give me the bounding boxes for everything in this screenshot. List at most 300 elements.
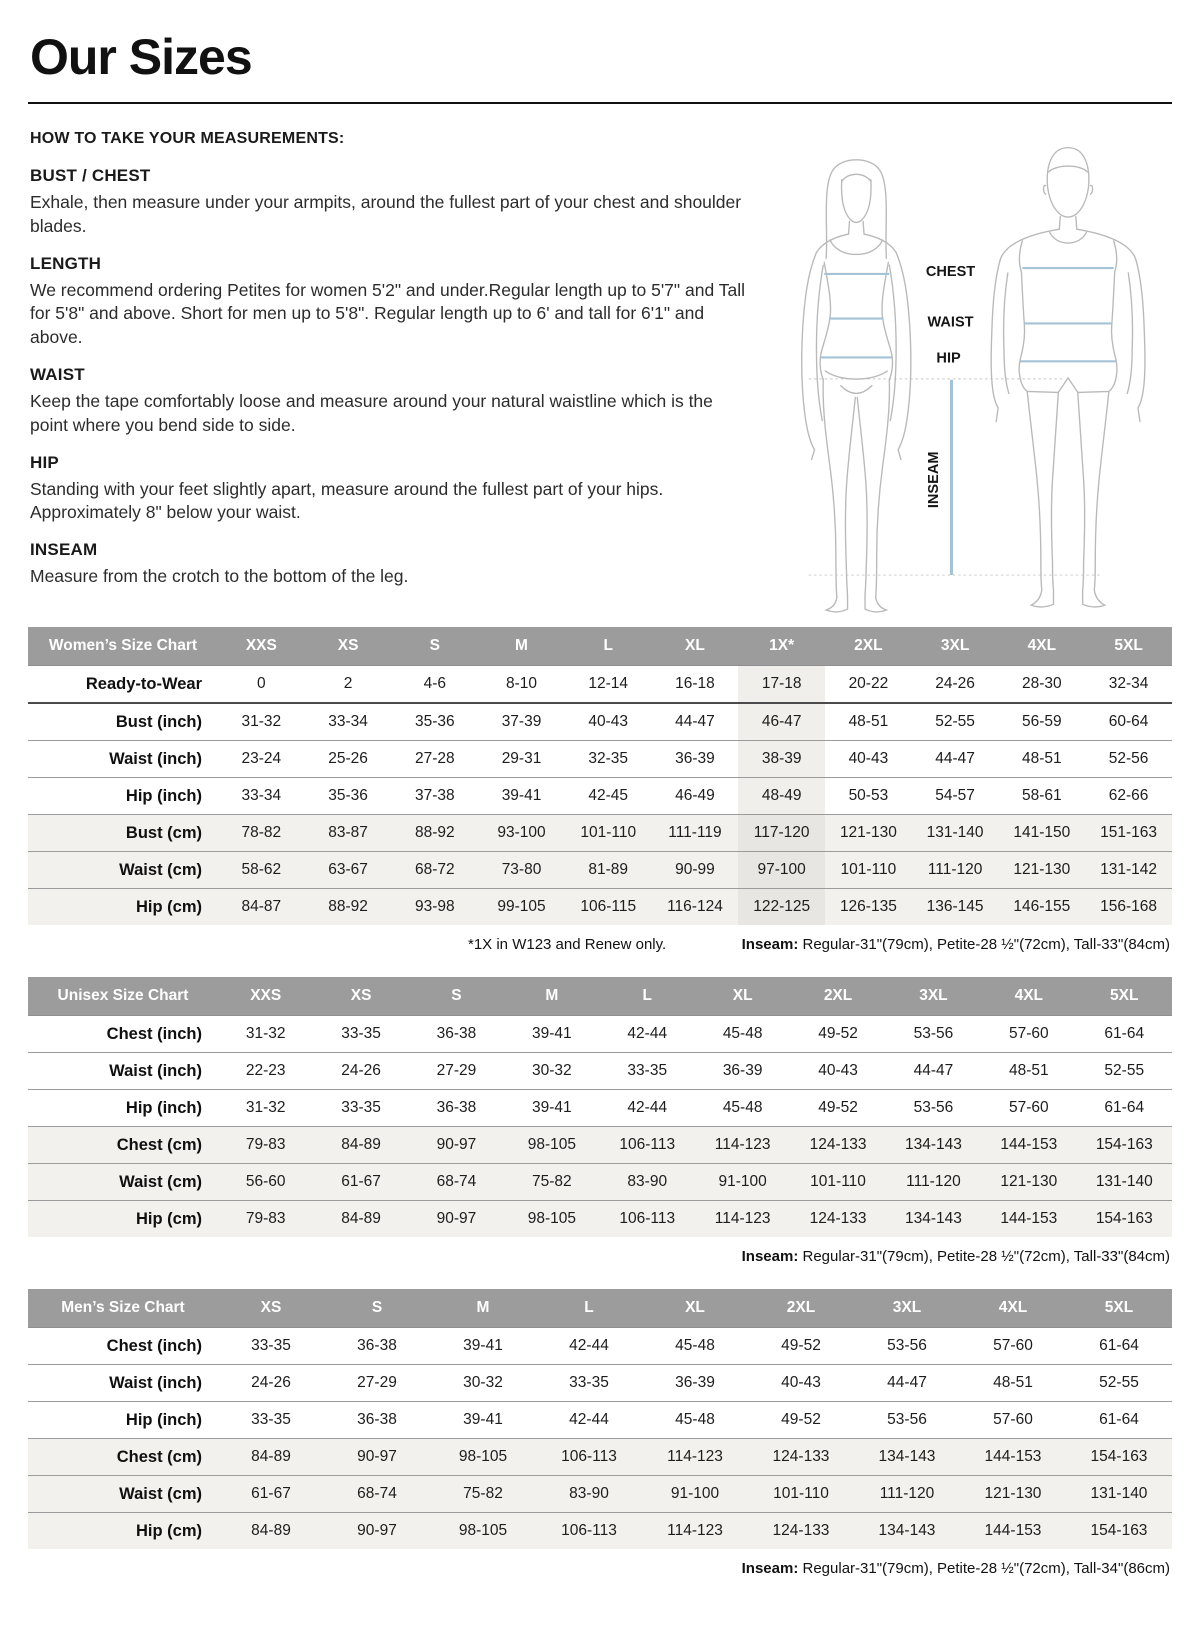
table-title: Women’s Size Chart [28, 627, 218, 666]
size-value-cell: 93-100 [478, 815, 565, 852]
size-value-cell: 45-48 [642, 1402, 748, 1439]
size-value-cell: 61-67 [313, 1164, 408, 1201]
size-value-cell: 121-130 [960, 1476, 1066, 1513]
size-column-header: 1X* [738, 627, 825, 666]
size-value-cell: 49-52 [790, 1090, 885, 1127]
size-value-cell: 36-38 [324, 1402, 430, 1439]
size-column-header: 4XL [960, 1289, 1066, 1328]
measurement-sections [28, 166, 754, 589]
size-column-header: XXS [218, 627, 305, 666]
footnote-asterisk: *1X in W123 and Renew only. [468, 936, 667, 953]
size-value-cell: 114-123 [695, 1127, 790, 1164]
size-column-header: XS [305, 627, 392, 666]
size-value-cell: 27-28 [391, 741, 478, 778]
size-value-cell: 156-168 [1085, 889, 1172, 926]
table-row [28, 852, 1172, 889]
table-row [28, 1476, 1172, 1513]
measurement-section [30, 453, 754, 526]
hip-label: HIP [936, 350, 961, 367]
size-value-cell: 121-130 [825, 815, 912, 852]
size-value-cell: 136-145 [912, 889, 999, 926]
size-column-header: S [391, 627, 478, 666]
size-value-cell: 27-29 [409, 1053, 504, 1090]
size-value-cell: 68-74 [409, 1164, 504, 1201]
size-value-cell: 75-82 [430, 1476, 536, 1513]
size-value-cell: 98-105 [504, 1201, 599, 1238]
size-value-cell: 33-35 [251, 1337, 291, 1354]
size-value-cell: 17-18 [738, 666, 825, 704]
size-value-cell: 42-44 [536, 1402, 642, 1439]
size-value-cell: 124-133 [748, 1439, 854, 1476]
table-row [28, 1164, 1172, 1201]
size-value-cell: 134-143 [886, 1127, 981, 1164]
size-value-cell: 84-89 [313, 1201, 408, 1238]
table-row [28, 703, 1172, 741]
size-value-cell: 27-29 [324, 1365, 430, 1402]
size-value-cell: 83-87 [305, 815, 392, 852]
size-value-cell: 111-119 [652, 815, 739, 852]
size-value-cell: 33-34 [305, 703, 392, 741]
footnote-inseam: Inseam: Regular-31"(79cm), Petite-28 ½"(72cm), Tall-34"(86cm) [741, 1560, 1170, 1577]
table-row [28, 1201, 1172, 1238]
row-label: Chest (cm) [28, 1439, 218, 1476]
size-value-cell: 144-153 [960, 1513, 1066, 1550]
size-value-cell: 114-123 [642, 1513, 748, 1550]
size-value-cell: 111-120 [854, 1476, 960, 1513]
size-value-cell: 62-66 [1085, 778, 1172, 815]
size-column-header: L [536, 1289, 642, 1328]
size-value-cell: 101-110 [790, 1164, 885, 1201]
size-value-cell: 117-120 [738, 815, 825, 852]
size-column-header: S [409, 977, 504, 1016]
size-value-cell: 57-60 [960, 1402, 1066, 1439]
size-chart-block [28, 1289, 1172, 1577]
size-value-cell: 58-61 [998, 778, 1085, 815]
row-label: Hip (cm) [28, 889, 218, 926]
size-value-cell: 131-140 [912, 815, 999, 852]
size-value-cell: 57-60 [993, 1337, 1033, 1354]
size-value-cell: 33-35 [600, 1053, 695, 1090]
size-value-cell: 58-62 [218, 852, 305, 889]
size-column-header: L [565, 627, 652, 666]
table-footnotes [28, 1237, 1172, 1265]
size-column-header: 2XL [748, 1289, 854, 1328]
size-value-cell: 56-59 [998, 703, 1085, 741]
row-label: Waist (inch) [28, 1053, 218, 1090]
size-column-header: 3XL [912, 627, 999, 666]
size-chart-table [28, 1289, 1172, 1549]
size-value-cell: 48-51 [981, 1053, 1076, 1090]
size-value-cell: 154-163 [1066, 1439, 1172, 1476]
size-value-cell: 131-142 [1085, 852, 1172, 889]
table-row [28, 1090, 1172, 1127]
size-value-cell: 57-60 [981, 1090, 1076, 1127]
size-value-cell: 24-26 [218, 1365, 324, 1402]
row-label: Hip (inch) [28, 1402, 218, 1439]
size-value-cell: 4-6 [423, 675, 446, 692]
size-value-cell: 88-92 [391, 815, 478, 852]
size-value-cell: 31-32 [218, 1090, 313, 1127]
size-value-cell: 144-153 [960, 1439, 1066, 1476]
size-value-cell: 50-53 [825, 778, 912, 815]
size-value-cell: 44-47 [652, 703, 739, 741]
table-row [28, 741, 1172, 778]
size-value-cell: 98-105 [430, 1439, 536, 1476]
size-value-cell: 111-120 [886, 1164, 981, 1201]
size-column-header: 4XL [998, 627, 1085, 666]
size-value-cell: 84-89 [218, 1513, 324, 1550]
size-value-cell: 111-120 [912, 852, 999, 889]
table-row [28, 815, 1172, 852]
table-row [28, 889, 1172, 926]
size-value-cell: 79-83 [218, 1201, 313, 1238]
size-value-cell: 90-97 [409, 1127, 504, 1164]
size-value-cell: 83-90 [600, 1164, 695, 1201]
size-value-cell: 114-123 [642, 1439, 748, 1476]
size-value-cell: 154-163 [1066, 1513, 1172, 1550]
size-value-cell: 90-97 [324, 1439, 430, 1476]
size-value-cell: 39-41 [532, 1025, 572, 1042]
size-value-cell: 61-64 [1077, 1090, 1172, 1127]
section-body: Exhale, then measure under your armpits, around the fullest part of your chest and shoulder blades. [30, 192, 742, 236]
size-value-cell: 31-32 [245, 1025, 286, 1042]
size-value-cell: 93-98 [391, 889, 478, 926]
row-label: Hip (inch) [28, 778, 218, 815]
row-label: Waist (inch) [28, 741, 218, 778]
size-value-cell: 46-49 [652, 778, 739, 815]
size-value-cell: 126-135 [825, 889, 912, 926]
size-value-cell: 79-83 [218, 1127, 313, 1164]
table-header-row [28, 977, 1172, 1016]
size-value-cell: 36-38 [357, 1337, 397, 1354]
size-value-cell: 49-52 [781, 1337, 821, 1354]
table-row [28, 666, 1172, 704]
measurement-instructions [28, 128, 764, 604]
size-value-cell: 99-105 [478, 889, 565, 926]
size-value-cell: 23-24 [218, 741, 305, 778]
size-value-cell: 91-100 [695, 1164, 790, 1201]
size-value-cell: 45-48 [675, 1337, 715, 1354]
footnote-inseam: Inseam: Regular-31"(79cm), Petite-28 ½"(72cm), Tall-33"(84cm) [741, 936, 1170, 953]
size-value-cell: 32-34 [1108, 675, 1149, 692]
size-column-header: 5XL [1066, 1289, 1172, 1328]
size-value-cell: 49-52 [818, 1025, 858, 1042]
measurement-diagram [764, 128, 1172, 621]
size-value-cell: 98-105 [430, 1513, 536, 1550]
section-heading: HIP [30, 452, 59, 472]
size-value-cell: 134-143 [854, 1513, 960, 1550]
size-value-cell: 48-51 [960, 1365, 1066, 1402]
size-value-cell: 106-113 [536, 1439, 642, 1476]
measurement-section [30, 254, 754, 350]
size-chart-block [28, 977, 1172, 1265]
size-value-cell: 39-41 [463, 1337, 503, 1354]
size-chart-block [28, 627, 1172, 953]
size-value-cell: 106-113 [600, 1127, 695, 1164]
table-row [28, 1127, 1172, 1164]
size-value-cell: 22-23 [218, 1053, 313, 1090]
size-value-cell: 57-60 [1008, 1025, 1049, 1042]
measurement-section [30, 365, 754, 438]
size-value-cell: 44-47 [854, 1365, 960, 1402]
measurements-and-diagram [28, 128, 1172, 621]
size-value-cell: 33-35 [313, 1090, 408, 1127]
size-value-cell: 49-52 [748, 1402, 854, 1439]
size-value-cell: 68-74 [324, 1476, 430, 1513]
size-value-cell: 75-82 [504, 1164, 599, 1201]
size-value-cell: 46-47 [738, 703, 825, 741]
table-row [28, 1328, 1172, 1365]
measurement-section [30, 166, 754, 239]
row-label: Hip (cm) [28, 1513, 218, 1550]
size-value-cell: 48-51 [825, 703, 912, 741]
table-footnotes [28, 925, 1172, 953]
size-value-cell: 40-43 [825, 741, 912, 778]
size-value-cell: 116-124 [652, 889, 739, 926]
size-value-cell: 31-32 [218, 703, 305, 741]
size-column-header: XL [652, 627, 739, 666]
size-value-cell: 154-163 [1077, 1127, 1172, 1164]
size-value-cell: 37-39 [478, 703, 565, 741]
size-value-cell: 29-31 [478, 741, 565, 778]
size-value-cell: 0 [257, 675, 266, 692]
size-value-cell: 42-45 [565, 778, 652, 815]
size-column-header: XS [313, 977, 408, 1016]
size-value-cell: 42-44 [569, 1337, 609, 1354]
size-value-cell: 24-26 [935, 675, 975, 692]
size-value-cell: 84-87 [218, 889, 305, 926]
size-value-cell: 42-44 [627, 1025, 668, 1042]
inseam-label: INSEAM [925, 451, 942, 509]
page-title: Our Sizes [30, 29, 252, 85]
table-header-row [28, 1289, 1172, 1328]
waist-label: WAIST [927, 314, 974, 331]
size-value-cell: 114-123 [695, 1201, 790, 1238]
size-value-cell: 78-82 [218, 815, 305, 852]
size-value-cell: 52-55 [1066, 1365, 1172, 1402]
size-value-cell: 35-36 [391, 703, 478, 741]
size-value-cell: 48-49 [738, 778, 825, 815]
size-value-cell: 88-92 [305, 889, 392, 926]
table-row [28, 1365, 1172, 1402]
size-value-cell: 16-18 [675, 675, 715, 692]
row-label: Chest (cm) [28, 1127, 218, 1164]
size-value-cell: 33-35 [536, 1365, 642, 1402]
section-body: Standing with your feet slightly apart, measure around the fullest part of your hips. Approximately 8" below your waist. [30, 478, 664, 523]
size-value-cell: 91-100 [642, 1476, 748, 1513]
size-value-cell: 101-110 [565, 815, 652, 852]
size-value-cell: 61-64 [1066, 1402, 1172, 1439]
size-value-cell: 56-60 [218, 1164, 313, 1201]
table-row [28, 1053, 1172, 1090]
body-outlines [802, 148, 1145, 612]
size-column-header: 2XL [825, 627, 912, 666]
size-value-cell: 42-44 [600, 1090, 695, 1127]
row-label: Chest (inch) [106, 1336, 202, 1355]
size-value-cell: 36-38 [409, 1090, 504, 1127]
size-value-cell: 61-67 [218, 1476, 324, 1513]
size-value-cell: 53-56 [854, 1402, 960, 1439]
size-chart-table [28, 977, 1172, 1237]
size-value-cell: 44-47 [912, 741, 999, 778]
body-measurement-figure [764, 130, 1172, 616]
size-value-cell: 52-55 [912, 703, 999, 741]
size-value-cell: 33-35 [341, 1025, 381, 1042]
table-header-row [28, 627, 1172, 666]
size-value-cell: 36-39 [652, 741, 739, 778]
size-value-cell: 83-90 [536, 1476, 642, 1513]
size-value-cell: 35-36 [305, 778, 392, 815]
size-value-cell: 37-38 [391, 778, 478, 815]
section-body: We recommend ordering Petites for women 5'2" and under.Regular length up to 5'7" and Tall for 5'8" and above. Short for men up to 5'8". Regular length up to 6' and tall for 6'1" and above. [30, 279, 745, 348]
size-value-cell: 90-97 [324, 1513, 430, 1550]
size-value-cell: 144-153 [981, 1201, 1076, 1238]
table-row [28, 1016, 1172, 1053]
size-column-header: M [478, 627, 565, 666]
section-heading: LENGTH [30, 253, 102, 273]
size-column-header: 4XL [981, 977, 1076, 1016]
size-column-header: XS [218, 1289, 324, 1328]
size-value-cell: 81-89 [565, 852, 652, 889]
size-value-cell: 90-97 [409, 1201, 504, 1238]
size-value-cell: 40-43 [565, 703, 652, 741]
size-column-header: M [430, 1289, 536, 1328]
table-title: Men’s Size Chart [28, 1289, 218, 1328]
size-value-cell: 144-153 [981, 1127, 1076, 1164]
section-heading: INSEAM [30, 540, 98, 560]
size-value-cell: 134-143 [854, 1439, 960, 1476]
size-column-header: 5XL [1085, 627, 1172, 666]
title-divider [28, 102, 1172, 104]
size-value-cell: 131-140 [1077, 1164, 1172, 1201]
size-value-cell: 134-143 [886, 1201, 981, 1238]
size-value-cell: 141-150 [998, 815, 1085, 852]
size-value-cell: 33-34 [218, 778, 305, 815]
size-value-cell: 52-56 [1085, 741, 1172, 778]
chest-label: CHEST [925, 263, 976, 280]
size-value-cell: 106-113 [536, 1513, 642, 1550]
size-value-cell: 30-32 [430, 1365, 536, 1402]
row-label: Hip (cm) [28, 1201, 218, 1238]
size-value-cell: 48-51 [998, 741, 1085, 778]
section-heading: WAIST [30, 364, 85, 384]
size-column-header: L [600, 977, 695, 1016]
size-value-cell: 90-99 [652, 852, 739, 889]
size-value-cell: 28-30 [1022, 675, 1062, 692]
section-body: Keep the tape comfortably loose and measure around your natural waistline which is the point where you bend side to side. [30, 390, 713, 435]
row-label: Waist (cm) [28, 852, 218, 889]
size-value-cell: 20-22 [848, 675, 889, 692]
row-label: Waist (inch) [28, 1365, 218, 1402]
size-value-cell: 36-39 [642, 1365, 748, 1402]
table-row [28, 1439, 1172, 1476]
size-column-header: XL [695, 977, 790, 1016]
size-value-cell: 68-72 [391, 852, 478, 889]
measurement-section [30, 540, 754, 589]
size-value-cell: 124-133 [790, 1201, 885, 1238]
size-value-cell: 53-56 [887, 1337, 927, 1354]
size-value-cell: 52-55 [1077, 1053, 1172, 1090]
size-value-cell: 98-105 [504, 1127, 599, 1164]
size-value-cell: 121-130 [981, 1164, 1076, 1201]
size-value-cell: 39-41 [478, 778, 565, 815]
table-title: Unisex Size Chart [28, 977, 218, 1016]
size-value-cell: 124-133 [790, 1127, 885, 1164]
size-value-cell: 146-155 [998, 889, 1085, 926]
section-body: Measure from the crotch to the bottom of the leg. [30, 566, 409, 587]
size-value-cell: 53-56 [913, 1025, 954, 1042]
size-value-cell: 38-39 [738, 741, 825, 778]
size-column-header: S [324, 1289, 430, 1328]
size-value-cell: 24-26 [313, 1053, 408, 1090]
size-value-cell: 36-38 [436, 1025, 477, 1042]
size-column-header: 3XL [886, 977, 981, 1016]
size-value-cell: 154-163 [1077, 1201, 1172, 1238]
row-label: Bust (cm) [28, 815, 218, 852]
size-value-cell: 32-35 [565, 741, 652, 778]
table-row [28, 1513, 1172, 1550]
size-value-cell: 60-64 [1085, 703, 1172, 741]
size-value-cell: 61-64 [1099, 1337, 1139, 1354]
measurements-heading: HOW TO TAKE YOUR MEASUREMENTS: [30, 130, 345, 147]
size-value-cell: 97-100 [738, 852, 825, 889]
size-value-cell: 30-32 [504, 1053, 599, 1090]
row-label: Hip (inch) [28, 1090, 218, 1127]
size-value-cell: 12-14 [588, 675, 629, 692]
size-value-cell: 151-163 [1085, 815, 1172, 852]
size-value-cell: 106-113 [600, 1201, 695, 1238]
dashed-reference-lines [809, 379, 1102, 575]
table-row [28, 778, 1172, 815]
size-column-header: 5XL [1077, 977, 1172, 1016]
size-value-cell: 84-89 [313, 1127, 408, 1164]
size-value-cell: 53-56 [886, 1090, 981, 1127]
size-value-cell: 63-67 [305, 852, 392, 889]
size-value-cell: 122-125 [738, 889, 825, 926]
size-column-header: XXS [218, 977, 313, 1016]
size-tables [28, 627, 1172, 1577]
size-value-cell: 61-64 [1104, 1025, 1145, 1042]
size-value-cell: 45-48 [695, 1090, 790, 1127]
size-column-header: M [504, 977, 599, 1016]
size-column-header: 3XL [854, 1289, 960, 1328]
size-column-header: XL [642, 1289, 748, 1328]
section-heading: BUST / CHEST [30, 166, 151, 185]
size-value-cell: 73-80 [478, 852, 565, 889]
size-value-cell: 124-133 [748, 1513, 854, 1550]
row-label: Bust (inch) [28, 703, 218, 741]
size-chart-table [28, 627, 1172, 925]
size-value-cell: 106-115 [565, 889, 652, 926]
size-value-cell: 33-35 [218, 1402, 324, 1439]
size-value-cell: 39-41 [504, 1090, 599, 1127]
row-label: Waist (cm) [28, 1164, 218, 1201]
size-value-cell: 45-48 [722, 1025, 763, 1042]
size-value-cell: 2 [343, 675, 353, 692]
size-column-header: 2XL [790, 977, 885, 1016]
footnote-inseam: Inseam: Regular-31"(79cm), Petite-28 ½"(72cm), Tall-33"(84cm) [741, 1248, 1170, 1265]
size-value-cell: 84-89 [218, 1439, 324, 1476]
size-value-cell: 40-43 [790, 1053, 885, 1090]
size-value-cell: 44-47 [886, 1053, 981, 1090]
size-value-cell: 36-39 [695, 1053, 790, 1090]
table-footnotes [28, 1549, 1172, 1577]
table-row [28, 1402, 1172, 1439]
size-value-cell: 39-41 [430, 1402, 536, 1439]
row-label: Waist (cm) [28, 1476, 218, 1513]
size-value-cell: 40-43 [748, 1365, 854, 1402]
size-value-cell: 25-26 [305, 741, 392, 778]
